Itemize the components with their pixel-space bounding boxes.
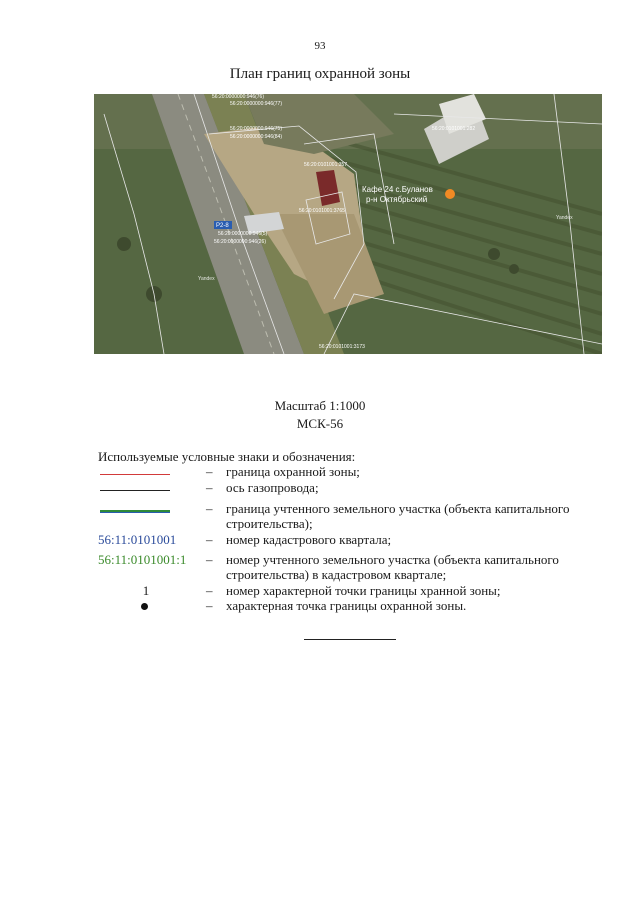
legend-text: характерная точка границы охранной зоны.: [226, 598, 467, 613]
parcel-number-symbol: 56:11:0101001:1: [98, 552, 187, 567]
scale-text: Масштаб 1:1000: [274, 398, 366, 413]
legend-text: ось газопровода;: [226, 480, 319, 495]
black-line-symbol: [98, 480, 198, 495]
map-parcel-label: 56:20:0101001:282: [432, 126, 476, 132]
yandex-watermark: Yandex: [198, 276, 215, 282]
map-parcel-label: 56:20:0101001:357: [304, 162, 348, 168]
map-parcel-label: 56:20:0000000:946(84): [230, 134, 282, 140]
road-number-label: Р2-8: [216, 223, 229, 229]
legend-text: номер характерной точки границы хранной зоны;: [226, 583, 501, 598]
legend-text: граница учтенного земельного участка (объекта капитального строительства);: [226, 501, 570, 531]
yandex-watermark: Yandex: [556, 215, 573, 221]
map-parcel-label: 56:20:0101001:3173: [319, 344, 365, 350]
legend-text: граница охранной зоны;: [226, 464, 360, 479]
scale-block: [0, 397, 640, 433]
legend-heading: Используемые условные знаки и обозначения:: [98, 449, 356, 464]
map-parcel-label: 56:20:0000000:946(77): [230, 101, 282, 107]
legend-text: номер кадастрового квартала;: [226, 532, 392, 547]
map-parcel-label: 56:20:0101001:3765: [299, 208, 345, 214]
map-parcel-label: 56:20:0000000:946(26): [214, 239, 266, 245]
cafe-label: р-н Октябрьский: [366, 195, 428, 204]
quarter-number-symbol: 56:11:0101001: [98, 532, 177, 547]
red-line-symbol: [98, 464, 198, 479]
page-number: 93: [314, 40, 326, 52]
page-title: План границ охранной зоны: [229, 66, 411, 82]
map-parcel-label: 56:20:0000000:946(5): [218, 231, 268, 237]
point-number-symbol: 1: [142, 583, 150, 598]
green-blue-line-symbol: [98, 501, 198, 516]
end-divider: [304, 639, 396, 640]
dot-symbol: [98, 598, 198, 613]
map-parcel-label: 56:20:0000000:946(75): [230, 126, 282, 132]
legend-text: номер учтенного земельного участка (объекта капитального строительства) в кадастровом квартале;: [226, 552, 559, 582]
coordinate-system-text: МСК-56: [296, 416, 344, 431]
satellite-map: [94, 94, 602, 354]
cafe-label: Кафе 24 с.Буланов: [362, 185, 433, 194]
map-parcel-label: 56:20:0000000:946(76): [212, 94, 264, 100]
